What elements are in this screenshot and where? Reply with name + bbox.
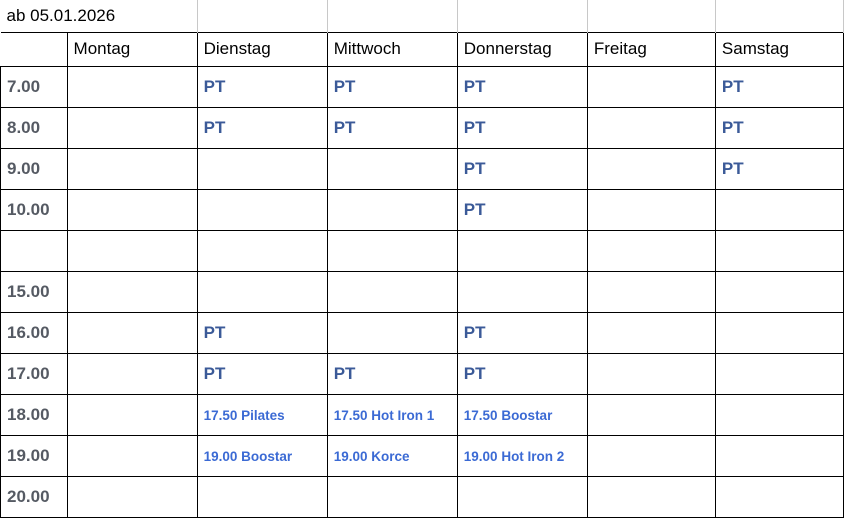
title-blank-1 — [197, 0, 327, 32]
table-row — [1, 271, 844, 312]
cell-donnerstag-16[interactable] — [457, 312, 587, 353]
schedule-body — [1, 0, 844, 517]
cell-donnerstag-17[interactable] — [457, 353, 587, 394]
cell-freitag-19[interactable] — [587, 435, 715, 476]
cell-freitag-9[interactable] — [587, 148, 715, 189]
cell-freitag-18[interactable] — [587, 394, 715, 435]
cell-montag-7[interactable] — [67, 66, 197, 107]
cell-montag-20[interactable] — [67, 476, 197, 517]
cell-mittwoch-8[interactable] — [327, 107, 457, 148]
time-column-header — [1, 32, 68, 66]
cell-freitag-10[interactable] — [587, 189, 715, 230]
cell-donnerstag-blank[interactable] — [457, 230, 587, 271]
cell-freitag-8[interactable] — [587, 107, 715, 148]
cell-montag-17[interactable] — [67, 353, 197, 394]
cell-dienstag-20[interactable] — [197, 476, 327, 517]
cell-text: PT — [203, 117, 226, 137]
cell-text: PT — [463, 199, 486, 219]
row-time-label: 17.00 — [1, 353, 68, 394]
cell-samstag-9[interactable] — [715, 148, 843, 189]
cell-donnerstag-10[interactable] — [457, 189, 587, 230]
cell-dienstag-18[interactable] — [197, 394, 327, 435]
cell-dienstag-blank[interactable] — [197, 230, 327, 271]
cell-text: 19.00 Boostar — [203, 448, 293, 464]
cell-dienstag-17[interactable] — [197, 353, 327, 394]
cell-text: 17.50 Hot Iron 1 — [333, 407, 435, 423]
cell-montag-10[interactable] — [67, 189, 197, 230]
table-row — [1, 66, 844, 107]
row-time-label: 8.00 — [1, 107, 68, 148]
day-header-freitag: Freitag — [587, 32, 715, 66]
cell-text: 19.00 Hot Iron 2 — [463, 448, 565, 464]
row-time-label: 9.00 — [1, 148, 68, 189]
cell-dienstag-7[interactable] — [197, 66, 327, 107]
cell-text: PT — [203, 76, 226, 96]
cell-text: PT — [463, 117, 486, 137]
cell-text: PT — [333, 117, 356, 137]
cell-mittwoch-19[interactable] — [327, 435, 457, 476]
day-header-montag: Montag — [67, 32, 197, 66]
title-blank-4 — [587, 0, 715, 32]
cell-dienstag-15[interactable] — [197, 271, 327, 312]
cell-donnerstag-18[interactable] — [457, 394, 587, 435]
row-time-label: 18.00 — [1, 394, 68, 435]
cell-donnerstag-8[interactable] — [457, 107, 587, 148]
day-header-dienstag: Dienstag — [197, 32, 327, 66]
day-header-row — [1, 32, 844, 66]
cell-samstag-16[interactable] — [715, 312, 843, 353]
cell-text: 19.00 Korce — [333, 448, 410, 464]
cell-samstag-blank[interactable] — [715, 230, 843, 271]
cell-mittwoch-20[interactable] — [327, 476, 457, 517]
cell-text: PT — [463, 76, 486, 96]
cell-montag-15[interactable] — [67, 271, 197, 312]
cell-montag-8[interactable] — [67, 107, 197, 148]
cell-freitag-20[interactable] — [587, 476, 715, 517]
cell-text: PT — [333, 363, 356, 383]
cell-montag-blank[interactable] — [67, 230, 197, 271]
title-row — [1, 0, 844, 32]
cell-samstag-17[interactable] — [715, 353, 843, 394]
title-blank-2 — [327, 0, 457, 32]
table-row — [1, 312, 844, 353]
cell-dienstag-8[interactable] — [197, 107, 327, 148]
row-time-label: 16.00 — [1, 312, 68, 353]
cell-text: PT — [721, 158, 744, 178]
table-row — [1, 353, 844, 394]
day-header-samstag: Samstag — [715, 32, 843, 66]
cell-montag-18[interactable] — [67, 394, 197, 435]
cell-samstag-18[interactable] — [715, 394, 843, 435]
cell-donnerstag-20[interactable] — [457, 476, 587, 517]
cell-freitag-15[interactable] — [587, 271, 715, 312]
page-title: ab 05.01.2026 — [6, 5, 116, 25]
table-row — [1, 189, 844, 230]
cell-samstag-20[interactable] — [715, 476, 843, 517]
cell-mittwoch-9[interactable] — [327, 148, 457, 189]
cell-donnerstag-7[interactable] — [457, 66, 587, 107]
cell-donnerstag-9[interactable] — [457, 148, 587, 189]
cell-donnerstag-15[interactable] — [457, 271, 587, 312]
cell-samstag-7[interactable] — [715, 66, 843, 107]
cell-samstag-19[interactable] — [715, 435, 843, 476]
cell-text: PT — [721, 117, 744, 137]
cell-mittwoch-17[interactable] — [327, 353, 457, 394]
cell-text: 17.50 Boostar — [463, 407, 553, 423]
cell-montag-19[interactable] — [67, 435, 197, 476]
cell-mittwoch-7[interactable] — [327, 66, 457, 107]
row-time-label: 20.00 — [1, 476, 68, 517]
cell-samstag-8[interactable] — [715, 107, 843, 148]
table-row — [1, 230, 844, 271]
day-header-donnerstag: Donnerstag — [457, 32, 587, 66]
table-row — [1, 107, 844, 148]
cell-freitag-blank[interactable] — [587, 230, 715, 271]
cell-montag-9[interactable] — [67, 148, 197, 189]
cell-samstag-10[interactable] — [715, 189, 843, 230]
cell-freitag-17[interactable] — [587, 353, 715, 394]
cell-mittwoch-18[interactable] — [327, 394, 457, 435]
cell-montag-16[interactable] — [67, 312, 197, 353]
cell-donnerstag-19[interactable] — [457, 435, 587, 476]
cell-text: PT — [463, 158, 486, 178]
row-time-label: 15.00 — [1, 271, 68, 312]
cell-text: PT — [333, 76, 356, 96]
cell-text: PT — [203, 363, 226, 383]
title-blank-5 — [715, 0, 843, 32]
row-time-label: 10.00 — [1, 189, 68, 230]
cell-dienstag-9[interactable] — [197, 148, 327, 189]
cell-mittwoch-10[interactable] — [327, 189, 457, 230]
row-time-label — [1, 230, 68, 271]
cell-text: PT — [463, 322, 486, 342]
cell-freitag-7[interactable] — [587, 66, 715, 107]
table-row — [1, 476, 844, 517]
cell-text: PT — [463, 363, 486, 383]
cell-text: PT — [203, 322, 226, 342]
table-row — [1, 435, 844, 476]
cell-dienstag-10[interactable] — [197, 189, 327, 230]
cell-mittwoch-16[interactable] — [327, 312, 457, 353]
cell-dienstag-16[interactable] — [197, 312, 327, 353]
row-time-label: 19.00 — [1, 435, 68, 476]
cell-mittwoch-15[interactable] — [327, 271, 457, 312]
table-row — [1, 148, 844, 189]
day-header-mittwoch: Mittwoch — [327, 32, 457, 66]
cell-mittwoch-blank[interactable] — [327, 230, 457, 271]
table-row — [1, 394, 844, 435]
cell-text: PT — [721, 76, 744, 96]
cell-dienstag-19[interactable] — [197, 435, 327, 476]
cell-samstag-15[interactable] — [715, 271, 843, 312]
cell-text: 17.50 Pilates — [203, 407, 285, 423]
row-time-label: 7.00 — [1, 66, 68, 107]
title-blank-3 — [457, 0, 587, 32]
cell-freitag-16[interactable] — [587, 312, 715, 353]
